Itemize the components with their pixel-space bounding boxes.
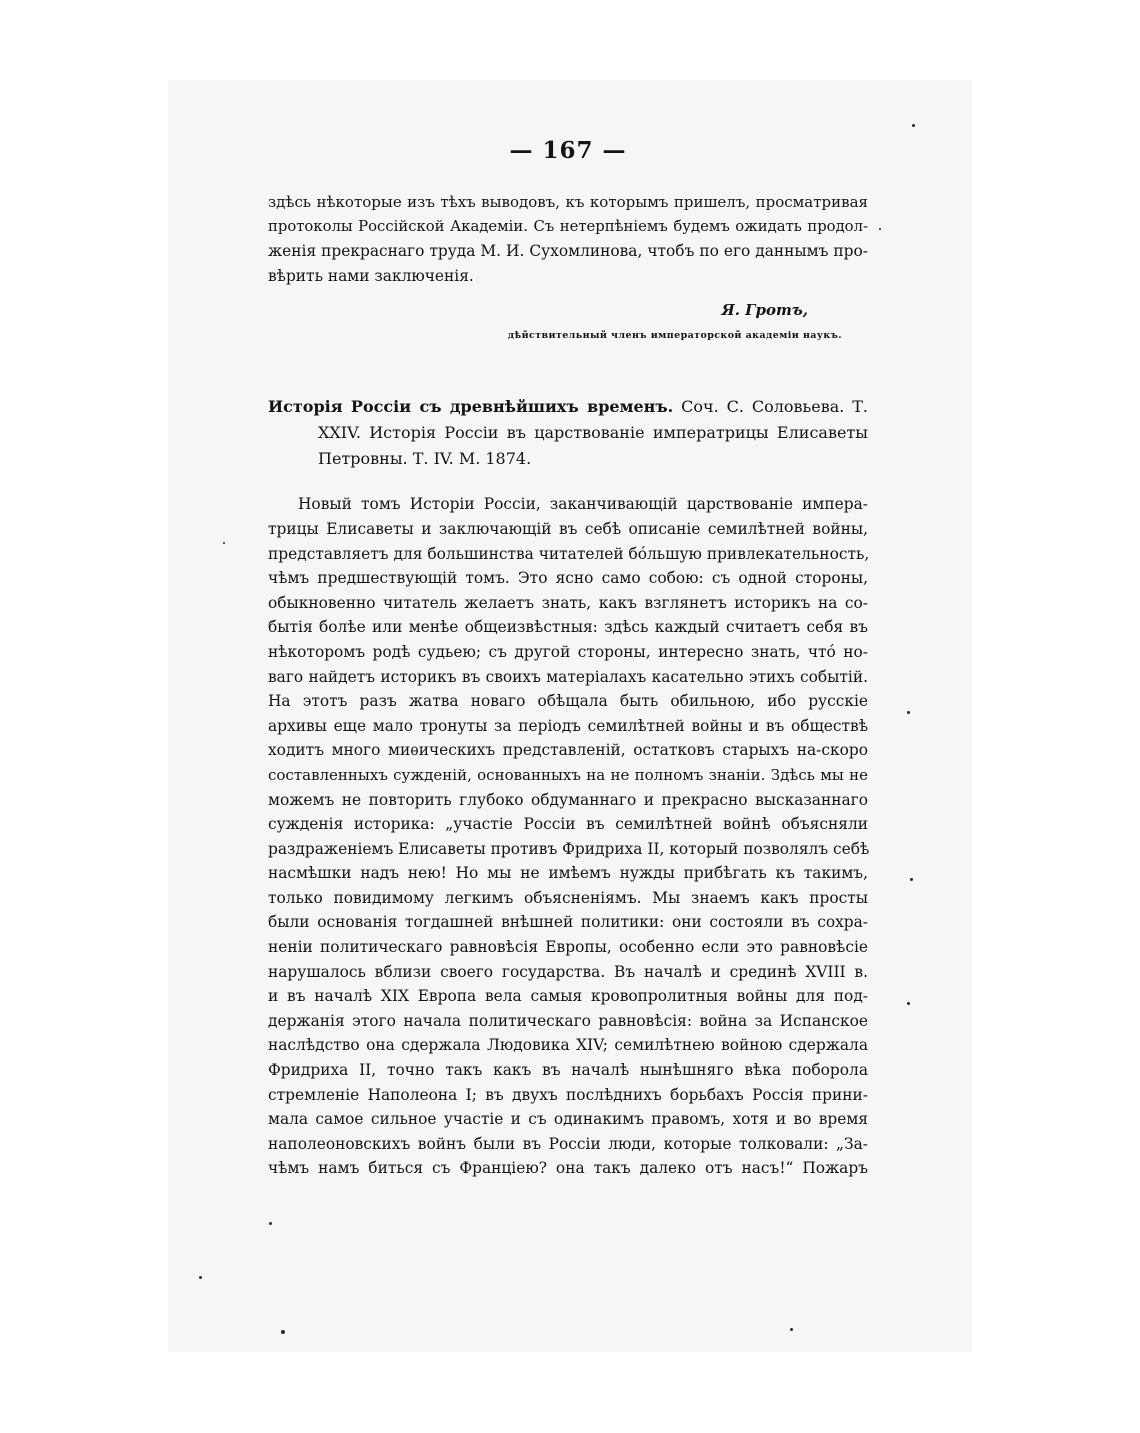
text-line: составленныхъ сужденій, основанныхъ на не полномъ знаніи. Здѣсь мы не	[268, 765, 868, 784]
top-paragraph	[268, 190, 868, 288]
text-line: чѣмъ предшествующій томъ. Это ясно само собою: съ одной стороны,	[268, 569, 868, 588]
book-page	[168, 80, 972, 1352]
page-number: — 167 —	[509, 137, 627, 164]
heading-author: Соч. С. Соловьева. Т.	[673, 397, 868, 417]
text-line: и въ началѣ XIX Европа вела самыя кровопролитныя войны для под-	[268, 987, 868, 1006]
text-line: насмѣшки надъ нею! Но мы не имѣемъ нужды прибѣгать къ такимъ,	[268, 864, 868, 883]
heading-line	[268, 394, 868, 420]
text-line: архивы еще мало тронуты за періодъ семилѣтней войны и въ обществѣ	[268, 716, 868, 735]
text-line: вѣрить нами заключенія.	[268, 266, 474, 285]
text-line: только повидимому легкимъ объясненіямъ. Мы знаемъ какъ просты	[268, 888, 868, 907]
scan-speck	[790, 1328, 793, 1331]
scan-speck	[879, 228, 881, 230]
text-line: трицы Елисаветы и заключающій въ себѣ описаніе семилѣтней войны,	[268, 519, 868, 538]
text-line: бытія болѣе или менѣе общеизвѣстныя: здѣсь каждый считаетъ себя въ	[268, 618, 868, 637]
heading-line: XXIV. Исторія Россіи въ царствованіе императрицы Елисаветы	[318, 423, 868, 443]
scan-speck	[910, 878, 913, 881]
text-line: раздраженіемъ Елисаветы противъ Фридриха II, который позволялъ себѣ	[268, 839, 870, 858]
scan-speck	[907, 711, 910, 714]
scan-speck	[281, 1330, 285, 1334]
text-line: неніи политическаго равновѣсія Европы, особенно если это равновѣсіе	[268, 938, 868, 957]
text-line: держанія этого начала политическаго равновѣсія: война за Испанское	[268, 1011, 868, 1030]
text-line: ходитъ много миѳическихъ представленій, остатковъ старыхъ на-скоро	[268, 741, 868, 760]
scan-speck	[912, 124, 915, 127]
text-line: представляетъ для большинства читателей бо́льшую привлекательность,	[268, 544, 870, 563]
text-line: нѣкоторомъ родѣ судьею; съ другой стороны, интересно знать, что́ но-	[268, 642, 868, 661]
text-line: Новый томъ Исторіи Россіи, заканчивающій царствованіе импера-	[298, 495, 868, 514]
text-line: чѣмъ намъ биться съ Франціею? она такъ далеко отъ насъ!“ Пожаръ	[268, 1159, 868, 1178]
text-line: наслѣдство она сдержала Людовика XIV; семилѣтнею войною сдержала	[268, 1036, 868, 1055]
scan-speck	[269, 1222, 272, 1225]
scan-speck	[223, 542, 225, 544]
scan-speck	[907, 1002, 910, 1005]
text-line: сужденія историка: „участіе Россіи въ семилѣтней войнѣ объясняли	[268, 815, 868, 834]
review-heading	[268, 394, 868, 472]
text-line: здѣсь нѣкоторые изъ тѣхъ выводовъ, къ которымъ пришелъ, просматривая	[268, 193, 868, 211]
text-line: наполеоновскихъ войнъ были въ Россіи люди, которые толковали: „За-	[268, 1134, 868, 1153]
text-line: На этотъ разъ жатва новаго обѣщала быть обильною, ибо русскіе	[268, 692, 868, 711]
text-line: Фридриха II, точно такъ какъ въ началѣ нынѣшняго вѣка поборола	[268, 1061, 868, 1080]
text-line: женія прекраснаго труда М. И. Сухомлинова, чтобъ по его даннымъ про-	[268, 242, 868, 261]
text-line: стремленіе Наполеона I; въ двухъ послѣднихъ борьбахъ Россія прини-	[268, 1085, 868, 1104]
scan-speck	[199, 1276, 202, 1279]
page-content	[268, 136, 868, 1181]
text-line: протоколы Россійской Академіи. Съ нетерпѣніемъ будемъ ожидать продол-	[268, 217, 868, 235]
text-line: нарушалось вблизи своего государства. Въ началѣ и срединѣ XVIII в.	[268, 962, 868, 981]
text-line: ваго найдетъ историкъ въ своихъ матеріалахъ касательно этихъ событій.	[268, 667, 868, 686]
text-line: мала самое сильное участіе и съ одинакимъ правомъ, хотя и во время	[268, 1110, 868, 1129]
heading-line: Петровны. Т. IV. М. 1874.	[318, 449, 532, 469]
text-line: можемъ не повторить глубоко обдуманнаго и прекрасно высказаннаго	[268, 790, 868, 809]
book-title: Исторія Россіи съ древнѣйшихъ временъ.	[268, 397, 674, 417]
signature-name: Я. Гротъ,	[721, 301, 808, 320]
signature-title: дѣйствительный членъ императорской академіи наукъ.	[507, 330, 842, 342]
text-line: были основанія тогдашней внѣшней политики: они состояли въ сохра-	[268, 913, 868, 932]
text-line: обыкновенно читатель желаетъ знать, какъ взглянетъ историкъ на со-	[268, 593, 868, 612]
review-body	[268, 492, 868, 1181]
